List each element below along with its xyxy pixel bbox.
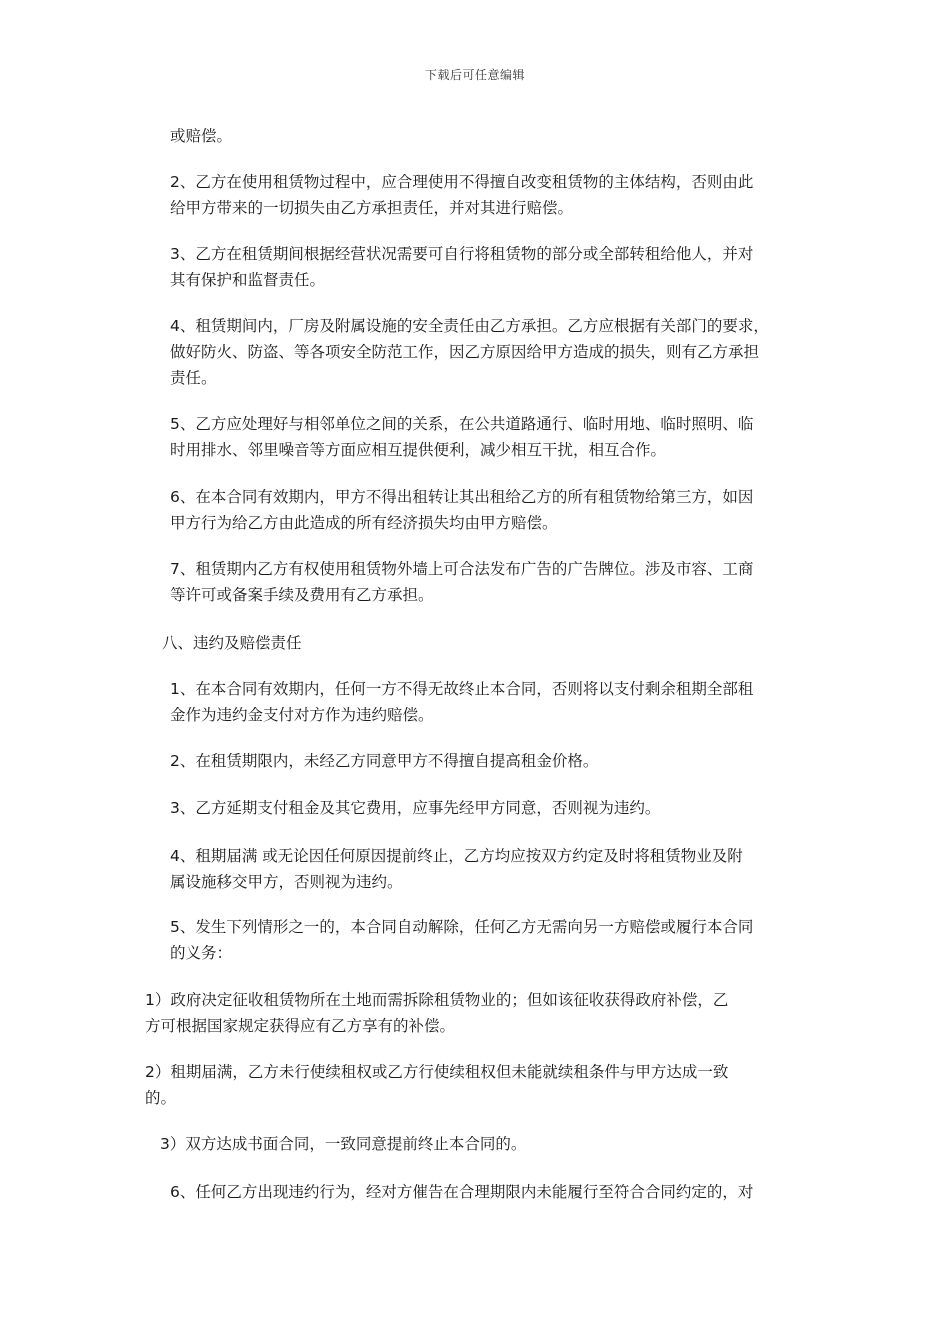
clause-4-safety xyxy=(170,313,769,391)
breach-clause-3 xyxy=(170,795,660,821)
paragraph-line: 3、乙方在租赁期间根据经营状况需要可自行将租赁物的部分或全部转租给他人，并对 xyxy=(170,245,754,263)
paragraph-line: 4、租赁期间内，厂房及附属设施的安全责任由乙方承担。乙方应根据有关部门的要求， xyxy=(170,317,769,335)
clause-2-structure xyxy=(170,169,753,221)
paragraph-line: 属设施移交甲方，否则视为违约。 xyxy=(170,873,403,891)
paragraph-line: 3）双方达成书面合同，一致同意提前终止本合同的。 xyxy=(160,1135,527,1153)
clause-6-third-party xyxy=(170,484,753,536)
section-heading-breach xyxy=(162,630,302,656)
paragraph-line: 1、在本合同有效期内，任何一方不得无故终止本合同，否则将以支付剩余租期全部租 xyxy=(170,680,754,698)
breach-subclause-1 xyxy=(145,987,728,1039)
paragraph-line: 给甲方带来的一切损失由乙方承担责任，并对其进行赔偿。 xyxy=(170,199,574,217)
paragraph-line: 2）租期届满，乙方未行使续租权或乙方行使续租权但未能就续租条件与甲方达成一致 xyxy=(145,1063,729,1081)
breach-clause-2 xyxy=(170,748,598,774)
paragraph-line: 做好防火、防盗、等各项安全防范工作，因乙方原因给甲方造成的损失，则有乙方承担 xyxy=(170,343,760,361)
paragraph-line: 金作为违约金支付对方作为违约赔偿。 xyxy=(170,706,434,724)
paragraph-line: 时用排水、邻里噪音等方面应相互提供便利，减少相互干扰，相互合作。 xyxy=(170,441,667,459)
clause-7-advertising xyxy=(170,556,753,608)
paragraph-line: 5、发生下列情形之一的，本合同自动解除，任何乙方无需向另一方赔偿或履行本合同 xyxy=(170,918,754,936)
paragraph-line: 方可根据国家规定获得应有乙方享有的补偿。 xyxy=(145,1017,456,1035)
clause-3-sublease xyxy=(170,241,753,293)
paragraph-line: 3、乙方延期支付租金及其它费用，应事先经甲方同意，否则视为违约。 xyxy=(170,799,661,817)
breach-clause-6 xyxy=(170,1179,753,1205)
paragraph-line: 5、乙方应处理好与相邻单位之间的关系，在公共道路通行、临时用地、临时照明、临 xyxy=(170,415,754,433)
paragraph-line: 责任。 xyxy=(170,369,217,387)
clause-5-neighbors xyxy=(170,411,753,463)
paragraph-line: 2、乙方在使用租赁物过程中，应合理使用不得擅自改变租赁物的主体结构，否则由此 xyxy=(170,173,754,191)
breach-clause-5 xyxy=(170,914,753,966)
paragraph-line: 6、任何乙方出现违约行为，经对方催告在合理期限内未能履行至符合合同约定的，对 xyxy=(170,1183,754,1201)
paragraph-line: 4、租期届满 或无论因任何原因提前终止，乙方均应按双方约定及时将租赁物业及附 xyxy=(170,847,743,865)
paragraph-line: 或赔偿。 xyxy=(170,127,233,145)
paragraph-line: 的。 xyxy=(145,1089,177,1107)
section-heading: 八、违约及赔偿责任 xyxy=(162,634,302,652)
paragraph-line: 2、在租赁期限内，未经乙方同意甲方不得擅自提高租金价格。 xyxy=(170,752,599,770)
breach-clause-4 xyxy=(170,843,743,895)
paragraph-line: 甲方行为给乙方由此造成的所有经济损失均由甲方赔偿。 xyxy=(170,514,558,532)
breach-clause-1 xyxy=(170,676,753,728)
breach-subclause-2 xyxy=(145,1059,728,1111)
page-header-note: 下载后可任意编辑 xyxy=(424,68,525,82)
paragraph-line: 等许可或备案手续及费用有乙方承担。 xyxy=(170,586,434,604)
paragraph-continuation xyxy=(170,123,232,149)
paragraph-line: 7、租赁期内乙方有权使用租赁物外墙上可合法发布广告的广告牌位。涉及市容、工商 xyxy=(170,560,754,578)
paragraph-line: 1）政府决定征收租赁物所在土地而需拆除租赁物业的；但如该征收获得政府补偿，乙 xyxy=(145,991,729,1009)
paragraph-line: 其有保护和监督责任。 xyxy=(170,271,326,289)
breach-subclause-3 xyxy=(160,1131,526,1157)
paragraph-line: 6、在本合同有效期内，甲方不得出租转让其出租给乙方的所有租赁物给第三方，如因 xyxy=(170,488,754,506)
paragraph-line: 的义务： xyxy=(170,944,233,962)
